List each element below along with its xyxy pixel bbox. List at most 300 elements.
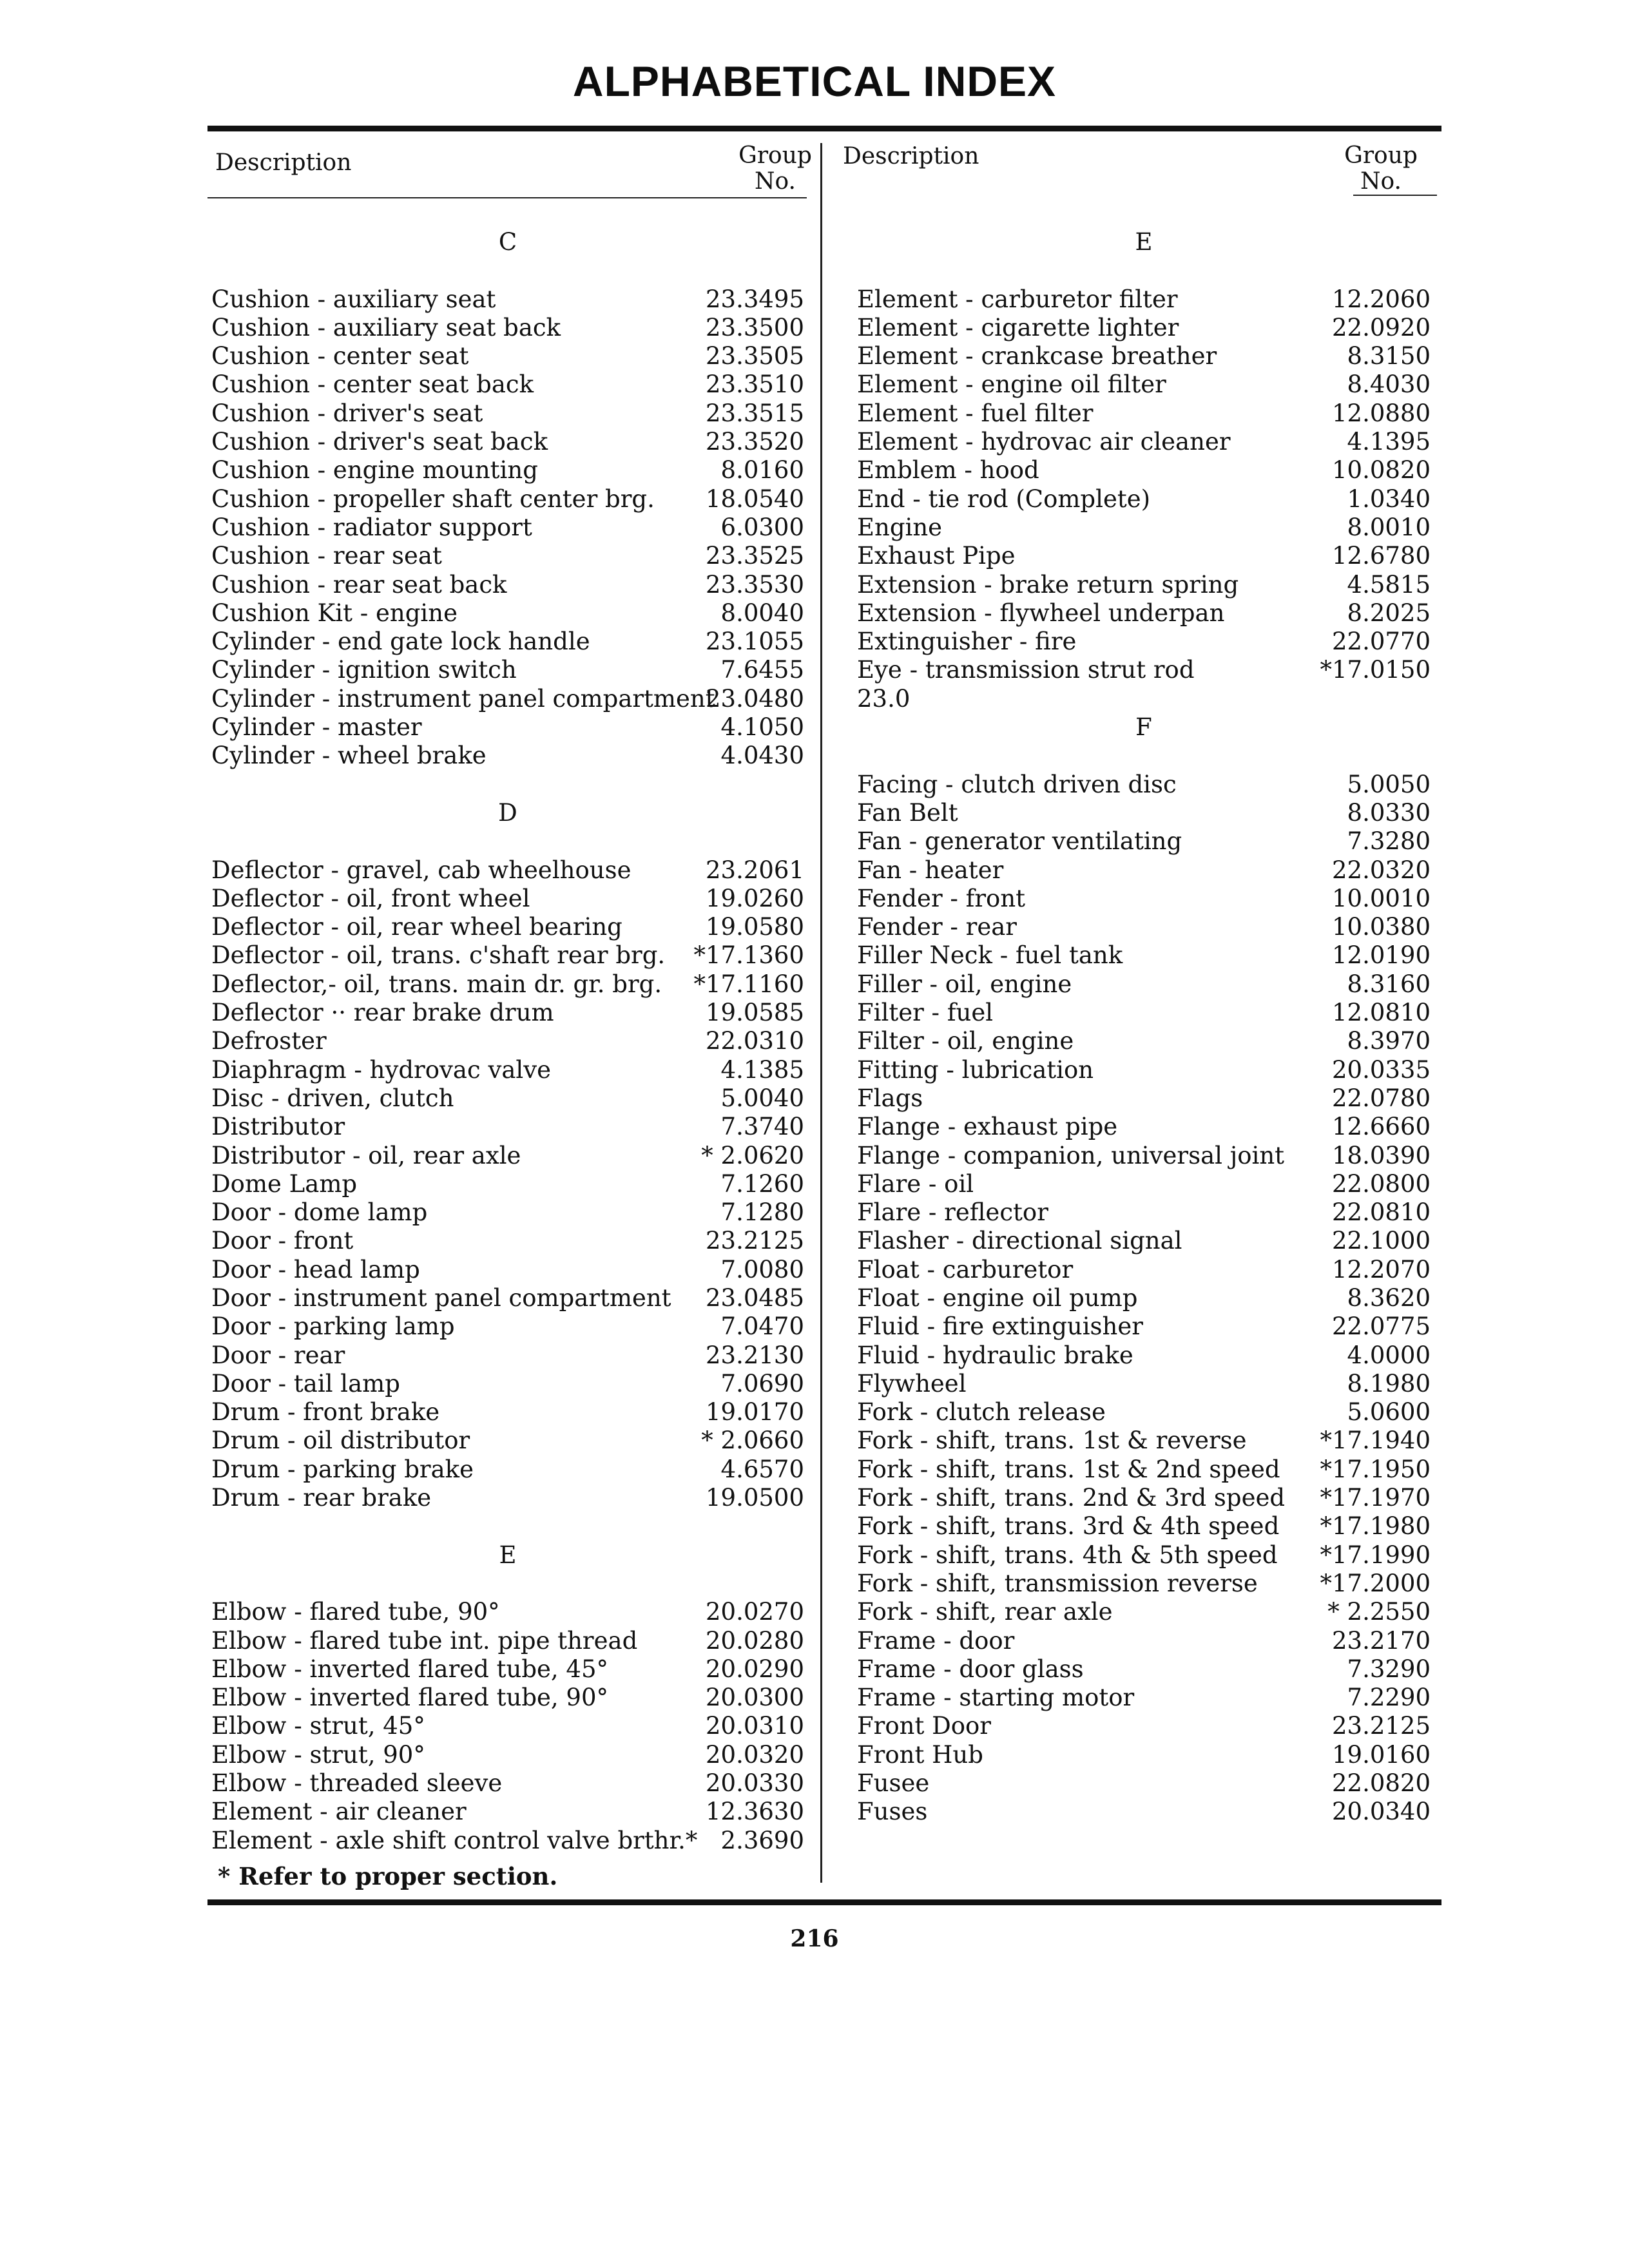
entry-description: End - tie rod (Complete) xyxy=(857,485,1151,513)
entry-description: Fork - shift, trans. 1st & 2nd speed xyxy=(857,1455,1280,1483)
entry-description: Fluid - fire extinguisher xyxy=(857,1312,1143,1341)
entry-description: Door - tail lamp xyxy=(211,1369,400,1398)
index-entry xyxy=(857,1198,1431,1227)
entry-description: Filler Neck - fuel tank xyxy=(857,941,1123,970)
entry-description: Elbow - strut, 90° xyxy=(211,1740,425,1769)
index-entry xyxy=(857,514,1431,542)
entry-group-number: 8.3150 xyxy=(1347,342,1431,370)
entry-group-number: 23.3500 xyxy=(705,313,804,341)
entry-group-number: 4.0000 xyxy=(1347,1341,1431,1369)
index-entry xyxy=(211,1256,804,1284)
section-letter-label: C xyxy=(498,228,517,256)
index-entry xyxy=(211,941,804,970)
section-letter-label: E xyxy=(499,1541,517,1569)
spacer xyxy=(211,256,804,285)
index-entry xyxy=(211,542,804,570)
entry-group-number: 4.1395 xyxy=(1347,428,1431,456)
index-entry xyxy=(857,799,1431,827)
right-header-underline xyxy=(1353,195,1437,196)
index-entry xyxy=(857,542,1431,570)
entry-group-number: 4.1385 xyxy=(720,1055,804,1084)
entry-group-number: *17.0150 xyxy=(1320,656,1431,684)
index-entry xyxy=(211,1084,804,1113)
entry-description: Door - dome lamp xyxy=(211,1198,428,1227)
entry-description: Distributor xyxy=(211,1113,345,1141)
index-entry xyxy=(211,1798,804,1826)
entry-description: Flags xyxy=(857,1084,923,1112)
entry-description: Element - axle shift control valve brthr.* xyxy=(211,1826,698,1854)
entry-description: Cylinder - end gate lock handle xyxy=(211,628,590,656)
entry-description: Fender - rear xyxy=(857,913,1017,941)
entry-description: Elbow - threaded sleeve xyxy=(211,1769,503,1798)
entry-description: Flare - oil xyxy=(857,1169,974,1198)
entry-group-number: 22.0920 xyxy=(1331,313,1431,341)
entry-group-number: 4.1050 xyxy=(720,713,804,742)
index-entry xyxy=(857,628,1431,656)
entry-group-number: 12.6780 xyxy=(1331,542,1431,570)
section-letter xyxy=(857,228,1431,256)
index-entry xyxy=(211,856,804,885)
index-entry xyxy=(211,1398,804,1427)
entry-description: Deflector - oil, rear wheel bearing xyxy=(211,913,622,941)
entry-group-number: 20.0300 xyxy=(705,1684,804,1712)
entry-description: Filter - fuel xyxy=(857,999,994,1027)
entry-group-number: 23.2061 xyxy=(705,856,804,884)
index-entry xyxy=(857,1142,1431,1170)
entry-description: Engine xyxy=(857,513,943,541)
entry-description: Diaphragm - hydrovac valve xyxy=(211,1055,552,1084)
index-entry xyxy=(857,1570,1431,1598)
entry-description: Fusee xyxy=(857,1769,930,1798)
entry-description: Fork - clutch release xyxy=(857,1398,1106,1427)
index-entry xyxy=(857,1341,1431,1370)
index-entry xyxy=(857,1541,1431,1570)
entry-description: Distributor - oil, rear axle xyxy=(211,1141,521,1169)
entry-group-number: 23.3505 xyxy=(705,342,804,370)
entry-description: Deflector ·· rear brake drum xyxy=(211,999,554,1027)
left-no-label: No. xyxy=(755,168,796,195)
entry-description: Door - instrument panel compartment xyxy=(211,1283,671,1312)
index-entry xyxy=(211,1712,804,1740)
entry-group-number: 19.0580 xyxy=(705,913,804,941)
right-description-header: Description xyxy=(843,143,979,169)
index-entry xyxy=(857,342,1431,370)
entry-group-number: 22.0800 xyxy=(1331,1169,1431,1198)
index-entry xyxy=(211,1684,804,1712)
spacer xyxy=(211,1570,804,1598)
index-entry xyxy=(211,1198,804,1227)
entry-description: Fork - shift, trans. 2nd & 3rd speed xyxy=(857,1484,1286,1512)
entry-description: Cushion - rear seat xyxy=(211,542,442,570)
index-entry xyxy=(211,1456,804,1484)
entry-description: Cushion - driver's seat back xyxy=(211,428,548,456)
entry-description: Door - front xyxy=(211,1227,354,1255)
entry-description: Cushion Kit - engine xyxy=(211,599,458,627)
spacer xyxy=(857,256,1431,285)
page-title: ALPHABETICAL INDEX xyxy=(572,57,1057,105)
entry-group-number: *17.1980 xyxy=(1320,1512,1431,1541)
entry-group-number: *17.2000 xyxy=(1320,1569,1431,1597)
entry-group-number: 5.0050 xyxy=(1347,770,1431,798)
index-entry xyxy=(857,1170,1431,1198)
entry-group-number: 20.0310 xyxy=(705,1712,804,1740)
entry-description: Fitting - lubrication xyxy=(857,1055,1094,1084)
entry-group-number: 23.1055 xyxy=(705,628,804,656)
left-header-underline xyxy=(207,197,807,198)
entry-description: Cushion - radiator support xyxy=(211,513,532,541)
entry-group-number: 7.6455 xyxy=(720,656,804,684)
entry-group-number: 8.2025 xyxy=(1347,599,1431,627)
entry-group-number: 7.0470 xyxy=(720,1312,804,1341)
entry-group-number: 10.0820 xyxy=(1331,456,1431,485)
entry-description: Elbow - strut, 45° xyxy=(211,1712,425,1740)
index-entry xyxy=(211,1769,804,1798)
entry-group-number: 18.0390 xyxy=(1331,1141,1431,1169)
entry-description: Flywheel xyxy=(857,1369,967,1398)
entry-group-number: 12.2070 xyxy=(1331,1255,1431,1283)
index-entry xyxy=(857,571,1431,599)
entry-group-number: 20.0270 xyxy=(705,1598,804,1626)
entry-description: Float - carburetor xyxy=(857,1255,1074,1283)
entry-group-number: *17.1990 xyxy=(1320,1541,1431,1569)
index-entry xyxy=(211,999,804,1027)
entry-description: Door - head lamp xyxy=(211,1255,420,1283)
entry-description: Door - parking lamp xyxy=(211,1312,455,1341)
index-entry xyxy=(857,485,1431,514)
entry-description: Fan - generator ventilating xyxy=(857,827,1182,856)
index-entry xyxy=(857,1312,1431,1341)
right-group-label: Group xyxy=(1344,142,1418,169)
section-letter xyxy=(211,799,804,827)
index-entry xyxy=(211,571,804,599)
entry-description: Drum - oil distributor xyxy=(211,1427,470,1455)
entry-description: Deflector - gravel, cab wheelhouse xyxy=(211,856,631,884)
entry-group-number: *17.1160 xyxy=(693,970,804,998)
entry-group-number: 12.2060 xyxy=(1331,285,1431,313)
entry-group-number: 7.1260 xyxy=(720,1169,804,1198)
entry-description: Filter - oil, engine xyxy=(857,1027,1074,1055)
entry-description: Flare - reflector xyxy=(857,1198,1048,1227)
entry-group-number: 12.0190 xyxy=(1331,941,1431,970)
index-entry xyxy=(857,1512,1431,1541)
entry-description: Door - rear xyxy=(211,1341,345,1369)
entry-description: Fork - shift, trans. 1st & reverse xyxy=(857,1427,1247,1455)
entry-group-number: 7.0690 xyxy=(720,1369,804,1398)
index-entry xyxy=(211,1598,804,1626)
entry-description: Cylinder - wheel brake xyxy=(211,742,487,770)
index-entry xyxy=(857,1113,1431,1141)
entry-description: Cylinder - ignition switch xyxy=(211,656,517,684)
entry-group-number: 22.0770 xyxy=(1331,628,1431,656)
index-entry xyxy=(211,1627,804,1655)
entry-description: Cushion - engine mounting xyxy=(211,456,538,485)
entry-description: Fork - shift, trans. 3rd & 4th speed xyxy=(857,1512,1280,1541)
entry-group-number: 7.1280 xyxy=(720,1198,804,1227)
index-entry xyxy=(211,1170,804,1198)
spacer xyxy=(211,1512,804,1541)
section-letter xyxy=(211,228,804,256)
entry-description: Fan - heater xyxy=(857,856,1004,884)
index-entry xyxy=(857,913,1431,941)
entry-group-number: 19.0585 xyxy=(705,999,804,1027)
entry-group-number: 20.0335 xyxy=(1331,1055,1431,1084)
entry-description: Element - fuel filter xyxy=(857,399,1094,427)
entry-group-number: 23.2125 xyxy=(1331,1712,1431,1740)
entry-description: Flange - exhaust pipe xyxy=(857,1113,1118,1141)
entry-group-number: 12.0810 xyxy=(1331,999,1431,1027)
index-entry xyxy=(857,970,1431,999)
entry-description: Extension - flywheel underpan xyxy=(857,599,1225,627)
entry-group-number: 23.3530 xyxy=(705,570,804,599)
index-entry xyxy=(211,342,804,370)
entry-group-number: 4.6570 xyxy=(720,1455,804,1483)
entry-group-number: 19.0260 xyxy=(705,884,804,912)
index-note-text: 23.0 xyxy=(857,684,911,713)
entry-group-number: 8.3160 xyxy=(1347,970,1431,998)
index-entry xyxy=(211,970,804,999)
spacer xyxy=(211,827,804,856)
entry-group-number: 19.0160 xyxy=(1331,1740,1431,1769)
entry-group-number: 23.2125 xyxy=(705,1227,804,1255)
index-entry xyxy=(211,1142,804,1170)
index-entry xyxy=(211,1341,804,1370)
entry-group-number: 10.0010 xyxy=(1331,884,1431,912)
entry-description: Extinguisher - fire xyxy=(857,628,1077,656)
index-entry xyxy=(211,370,804,399)
entry-description: Element - hydrovac air cleaner xyxy=(857,428,1231,456)
entry-description: Emblem - hood xyxy=(857,456,1039,485)
entry-group-number: 4.5815 xyxy=(1347,570,1431,599)
entry-description: Cushion - center seat xyxy=(211,342,469,370)
index-entry xyxy=(211,399,804,428)
index-entry xyxy=(857,370,1431,399)
entry-group-number: 20.0280 xyxy=(705,1626,804,1655)
index-entry xyxy=(857,1769,1431,1798)
left-group-label: Group xyxy=(738,142,812,169)
spacer xyxy=(211,771,804,799)
entry-description: Cushion - rear seat back xyxy=(211,570,507,599)
entry-description: Fluid - hydraulic brake xyxy=(857,1341,1133,1369)
index-entry xyxy=(211,428,804,456)
index-entry xyxy=(857,1598,1431,1626)
entry-description: Deflector - oil, front wheel xyxy=(211,884,530,912)
entry-description: Frame - door glass xyxy=(857,1655,1084,1683)
index-note xyxy=(857,685,1431,713)
entry-group-number: 7.3280 xyxy=(1347,827,1431,856)
right-no-label: No. xyxy=(1360,168,1402,195)
entry-description: Extension - brake return spring xyxy=(857,570,1239,599)
entry-group-number: 8.0040 xyxy=(720,599,804,627)
entry-description: Fuses xyxy=(857,1798,928,1826)
entry-description: Flange - companion, universal joint xyxy=(857,1141,1285,1169)
entry-description: Elbow - inverted flared tube, 90° xyxy=(211,1684,609,1712)
entry-group-number: * 2.0620 xyxy=(701,1141,804,1169)
entry-description: Element - engine oil filter xyxy=(857,370,1166,399)
entry-group-number: 7.0080 xyxy=(720,1255,804,1283)
entry-description: Cushion - center seat back xyxy=(211,370,534,399)
index-entry xyxy=(211,514,804,542)
entry-group-number: * 2.0660 xyxy=(701,1427,804,1455)
index-entry xyxy=(857,856,1431,885)
section-letter xyxy=(211,1541,804,1570)
entry-description: Flasher - directional signal xyxy=(857,1227,1182,1255)
index-entry xyxy=(857,1684,1431,1712)
entry-group-number: 20.0320 xyxy=(705,1740,804,1769)
entry-group-number: 22.1000 xyxy=(1331,1227,1431,1255)
entry-group-number: 1.0340 xyxy=(1347,485,1431,513)
footnote: * Refer to proper section. xyxy=(218,1862,558,1890)
index-entry xyxy=(211,1284,804,1312)
index-entry xyxy=(857,1655,1431,1684)
index-entry xyxy=(211,713,804,742)
index-entry xyxy=(857,885,1431,913)
index-entry xyxy=(857,285,1431,314)
entry-group-number: 5.0600 xyxy=(1347,1398,1431,1427)
entry-group-number: 4.0430 xyxy=(720,742,804,770)
index-entry xyxy=(211,456,804,485)
entry-description: Fan Belt xyxy=(857,798,958,827)
entry-group-number: 7.2290 xyxy=(1347,1684,1431,1712)
entry-description: Elbow - inverted flared tube, 45° xyxy=(211,1655,609,1683)
index-entry xyxy=(857,771,1431,799)
index-entry xyxy=(211,685,804,713)
entry-group-number: 22.0775 xyxy=(1331,1312,1431,1341)
entry-description: Drum - parking brake xyxy=(211,1455,474,1483)
index-entry xyxy=(857,1741,1431,1769)
entry-description: Elbow - flared tube, 90° xyxy=(211,1598,500,1626)
entry-description: Frame - starting motor xyxy=(857,1684,1135,1712)
spacer xyxy=(857,742,1431,770)
entry-description: Eye - transmission strut rod xyxy=(857,656,1195,684)
index-entry xyxy=(857,1084,1431,1113)
entry-description: Float - engine oil pump xyxy=(857,1283,1138,1312)
entry-group-number: 23.3520 xyxy=(705,428,804,456)
top-rule xyxy=(207,126,1441,131)
entry-group-number: 7.3740 xyxy=(720,1113,804,1141)
entry-group-number: 2.3690 xyxy=(720,1826,804,1854)
entry-description: Dome Lamp xyxy=(211,1169,358,1198)
index-entry xyxy=(211,1741,804,1769)
index-entry xyxy=(857,1227,1431,1255)
index-entry xyxy=(857,1370,1431,1398)
entry-group-number: 23.0485 xyxy=(705,1283,804,1312)
index-entry xyxy=(857,1027,1431,1055)
index-entry xyxy=(211,1427,804,1455)
index-entry xyxy=(857,1798,1431,1826)
entry-group-number: 8.3970 xyxy=(1347,1027,1431,1055)
entry-description: Front Hub xyxy=(857,1740,983,1769)
entry-group-number: 23.3525 xyxy=(705,542,804,570)
entry-description: Fork - shift, trans. 4th & 5th speed xyxy=(857,1541,1278,1569)
index-entry xyxy=(857,1456,1431,1484)
entry-description: Fork - shift, transmission reverse xyxy=(857,1569,1258,1597)
index-entry xyxy=(211,1227,804,1255)
entry-group-number: 12.3630 xyxy=(705,1798,804,1826)
entry-description: Elbow - flared tube int. pipe thread xyxy=(211,1626,638,1655)
index-entry xyxy=(857,428,1431,456)
index-entry xyxy=(211,742,804,770)
entry-group-number: 22.0820 xyxy=(1331,1769,1431,1798)
index-entry xyxy=(211,485,804,514)
index-entry xyxy=(211,656,804,684)
index-entry xyxy=(857,1398,1431,1427)
section-letter-label: D xyxy=(498,798,517,827)
entry-group-number: 23.3510 xyxy=(705,370,804,399)
entry-description: Fork - shift, rear axle xyxy=(857,1598,1113,1626)
index-entry xyxy=(211,314,804,342)
entry-group-number: 19.0170 xyxy=(705,1398,804,1427)
entry-description: Disc - driven, clutch xyxy=(211,1084,454,1112)
entry-group-number: 23.3495 xyxy=(705,285,804,313)
index-entry xyxy=(211,1655,804,1684)
index-entry xyxy=(211,599,804,628)
entry-group-number: 8.0010 xyxy=(1347,513,1431,541)
left-description-header: Description xyxy=(215,149,352,176)
entry-group-number: 7.3290 xyxy=(1347,1655,1431,1683)
index-entry xyxy=(211,1827,804,1855)
entry-group-number: 22.0780 xyxy=(1331,1084,1431,1112)
bottom-rule xyxy=(207,1899,1441,1905)
entry-description: Fender - front xyxy=(857,884,1026,912)
left-group-header xyxy=(727,143,824,195)
index-entry xyxy=(211,1113,804,1141)
section-letter-label: F xyxy=(1135,713,1152,742)
entry-group-number: 6.0300 xyxy=(720,513,804,541)
entry-description: Deflector,- oil, trans. main dr. gr. brg. xyxy=(211,970,662,998)
entry-group-number: 18.0540 xyxy=(705,485,804,513)
entry-group-number: 19.0500 xyxy=(705,1484,804,1512)
column-divider xyxy=(820,143,822,1883)
entry-group-number: 23.2130 xyxy=(705,1341,804,1369)
index-entry xyxy=(857,599,1431,628)
entry-group-number: *17.1940 xyxy=(1320,1427,1431,1455)
entry-description: Element - air cleaner xyxy=(211,1798,467,1826)
entry-group-number: *17.1360 xyxy=(693,941,804,970)
index-entry xyxy=(857,1284,1431,1312)
index-entry xyxy=(211,1056,804,1084)
index-entry xyxy=(857,456,1431,485)
section-letter xyxy=(857,713,1431,742)
index-entry xyxy=(211,285,804,314)
index-entry xyxy=(211,628,804,656)
entry-description: Filler - oil, engine xyxy=(857,970,1072,998)
entry-group-number: 8.4030 xyxy=(1347,370,1431,399)
entry-group-number: 12.6660 xyxy=(1331,1113,1431,1141)
entry-group-number: 23.2170 xyxy=(1331,1626,1431,1655)
index-entry xyxy=(857,1427,1431,1455)
entry-group-number: 5.0040 xyxy=(720,1084,804,1112)
entry-description: Cushion - propeller shaft center brg. xyxy=(211,485,655,513)
entry-description: Element - cigarette lighter xyxy=(857,313,1179,341)
index-entry xyxy=(857,1056,1431,1084)
entry-group-number: *17.1970 xyxy=(1320,1484,1431,1512)
index-entry xyxy=(857,399,1431,428)
entry-description: Element - crankcase breather xyxy=(857,342,1217,370)
entry-description: Cushion - driver's seat xyxy=(211,399,483,427)
index-entry xyxy=(857,941,1431,970)
entry-group-number: 10.0380 xyxy=(1331,913,1431,941)
entry-group-number: 8.0160 xyxy=(720,456,804,485)
page-number: 216 xyxy=(790,1925,839,1952)
entry-group-number: 12.0880 xyxy=(1331,399,1431,427)
entry-group-number: 8.3620 xyxy=(1347,1283,1431,1312)
entry-description: Frame - door xyxy=(857,1626,1015,1655)
entry-description: Facing - clutch driven disc xyxy=(857,770,1177,798)
entry-description: Exhaust Pipe xyxy=(857,542,1016,570)
index-entry xyxy=(857,999,1431,1027)
entry-description: Drum - front brake xyxy=(211,1398,440,1427)
right-index-column xyxy=(857,228,1431,1827)
